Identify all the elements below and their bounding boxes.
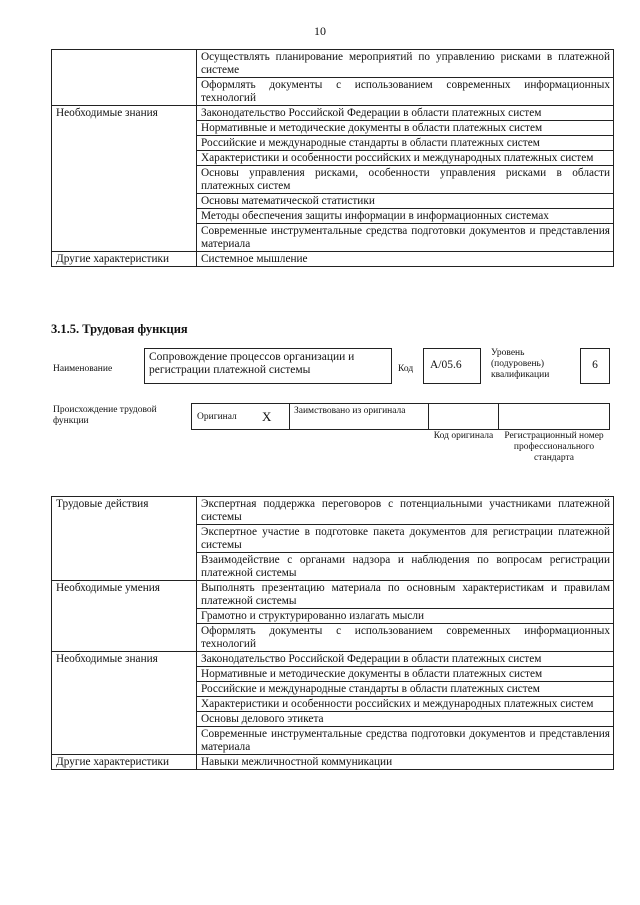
item-cell: Выполнять презентацию материала по основным характеристикам и правилам платежной системы (197, 581, 614, 609)
code-original-cell (428, 403, 499, 430)
item-cell: Законодательство Российской Федерации в области платежных систем (197, 652, 614, 667)
item-cell: Методы обеспечения защиты информации в информационных системах (197, 209, 614, 224)
item-cell: Основы делового этикета (197, 712, 614, 727)
bottom-requirements-table (51, 496, 614, 770)
section-heading: 3.1.5. Трудовая функция (51, 322, 188, 336)
item-cell: Российские и международные стандарты в области платежных систем (197, 136, 614, 151)
item-cell: Характеристики и особенности российских и международных платежных систем (197, 697, 614, 712)
item-cell: Навыки межличностной коммуникации (197, 755, 614, 770)
original-label: Оригинал (197, 412, 237, 422)
original-mark: Х (262, 409, 272, 424)
code-label: Код (398, 364, 414, 374)
code-box (423, 348, 481, 384)
table-row (52, 497, 614, 525)
name-label: Наименование (53, 364, 113, 374)
top-requirements-table (51, 49, 614, 267)
category-cell: Другие характеристики (52, 755, 197, 770)
table-row (52, 581, 614, 609)
item-cell: Современные инструментальные средства подготовки документов и представления материала (197, 727, 614, 755)
borrowed-cell (289, 403, 429, 430)
item-cell: Оформлять документы с использованием современных информационных технологий (197, 78, 614, 106)
item-cell: Осуществлять планирование мероприятий по управлению рисками в платежной системе (197, 50, 614, 78)
borrowed-label: Заимствовано из оригинала (294, 406, 406, 416)
origin-label: Происхождение трудовой функции (53, 405, 157, 426)
item-cell: Экспертная поддержка переговоров с потенциальными участниками платежной системы (197, 497, 614, 525)
item-cell: Системное мышление (197, 252, 614, 267)
category-cell: Другие характеристики (52, 252, 197, 267)
table-row (52, 106, 614, 121)
original-cell (191, 403, 290, 430)
code-original-caption: Код оригинала (433, 431, 494, 441)
reg-number-cell (498, 403, 610, 430)
item-cell: Характеристики и особенности российских и международных платежных систем (197, 151, 614, 166)
item-cell: Экспертное участие в подготовке пакета документов для регистрации платежной системы (197, 525, 614, 553)
reg-number-caption: Регистрационный номер профессионального стандарта (504, 431, 604, 463)
level-value: 6 (592, 359, 598, 371)
category-cell: Необходимые умения (52, 581, 197, 652)
item-cell: Нормативные и методические документы в области платежных систем (197, 121, 614, 136)
code-value: А/05.6 (430, 359, 462, 371)
item-cell: Современные инструментальные средства подготовки документов и представления материала (197, 224, 614, 252)
level-box (580, 348, 610, 384)
table-row (52, 252, 614, 267)
category-cell: Трудовые действия (52, 497, 197, 581)
item-cell: Законодательство Российской Федерации в области платежных систем (197, 106, 614, 121)
item-cell: Взаимодействие с органами надзора и наблюдения по вопросам регистрации платежной системы (197, 553, 614, 581)
item-cell: Нормативные и методические документы в области платежных систем (197, 667, 614, 682)
item-cell: Оформлять документы с использованием современных информационных технологий (197, 624, 614, 652)
item-cell: Грамотно и структурированно излагать мысли (197, 609, 614, 624)
page-number: 10 (314, 24, 326, 38)
table-row (52, 50, 614, 78)
function-name-box (144, 348, 392, 384)
category-cell (52, 50, 197, 106)
item-cell: Основы математической статистики (197, 194, 614, 209)
table-row (52, 652, 614, 667)
item-cell: Российские и международные стандарты в области платежных систем (197, 682, 614, 697)
category-cell: Необходимые знания (52, 652, 197, 755)
category-cell: Необходимые знания (52, 106, 197, 252)
table-row (52, 755, 614, 770)
item-cell: Основы управления рисками, особенности управления рисками в области платежных систем (197, 166, 614, 194)
function-name-value: Сопровождение процессов организации и регистрации платежной системы (149, 351, 355, 376)
level-label: Уровень (подуровень) квалификации (491, 348, 550, 380)
